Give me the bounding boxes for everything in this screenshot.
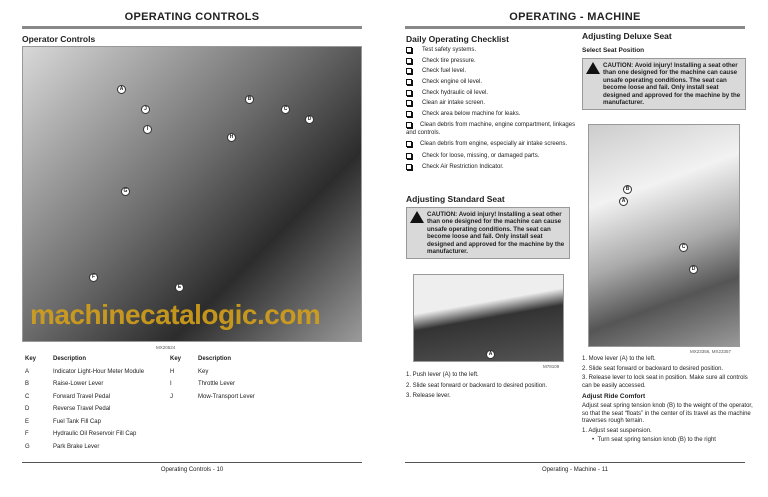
- photo-label: I: [143, 125, 152, 134]
- step: 1. Push lever (A) to the left.: [406, 372, 479, 378]
- checklist-item: [406, 56, 576, 67]
- ride-bullet: • Turn seat spring tension knob (B) to the right: [592, 437, 716, 443]
- title-rule: [22, 26, 362, 29]
- select-seat-position: Select Seat Position: [582, 47, 645, 54]
- key-header: Key: [25, 356, 37, 363]
- key-cell: C: [25, 393, 30, 400]
- checklist-text: Check area below machine for leaks.: [422, 110, 521, 117]
- standard-seat-steps: [406, 372, 576, 404]
- table-row: [170, 391, 330, 404]
- deluxe-seat-title: Adjusting Deluxe Seat: [582, 31, 672, 41]
- ride-bullet-text: Turn seat spring tension knob (B) to the right: [597, 437, 716, 443]
- checklist-text: Test safety systems.: [422, 47, 477, 54]
- caution-text: CAUTION: Avoid injury! Installing a seat other than one designed for the machine can cause unsafe operating conditions. The seat can become loose and fail. Only install seat designed and approved for the machine by the manufacturer.: [427, 211, 565, 256]
- photo-label: B: [245, 95, 254, 104]
- key-cell: J: [170, 393, 173, 400]
- table-row: [170, 366, 330, 379]
- checklist-text: Check for loose, missing, or damaged parts.: [422, 153, 540, 160]
- key-cell: B: [25, 381, 30, 388]
- section-title: Operator Controls: [22, 34, 96, 44]
- ride-step: 1. Adjust seat suspension.: [582, 427, 652, 434]
- photo-caption: MX23356, MX23357: [690, 349, 732, 354]
- checkbox-icon[interactable]: [406, 68, 412, 74]
- checkbox-icon[interactable]: [406, 164, 412, 170]
- watermark: machinecatalogic.com: [30, 299, 321, 330]
- table-row: [25, 366, 165, 379]
- right-footer: Operating - Machine - 11: [542, 467, 608, 473]
- checklist-item: [406, 87, 576, 98]
- checkbox-icon[interactable]: [406, 79, 412, 85]
- checkbox-icon[interactable]: [406, 111, 412, 117]
- photo-label: A: [619, 197, 628, 206]
- description-cell: Forward Travel Pedal: [53, 393, 111, 400]
- photo-label: C: [679, 243, 688, 252]
- key-cell: D: [25, 406, 30, 413]
- caution-text: CAUTION: Avoid injury! Installing a seat other than one designed for the machine can cause unsafe operating conditions. The seat can become loose and fail. Only install seat designed and approved for the machine by the manufacturer.: [603, 62, 741, 107]
- checklist-item: [406, 66, 576, 77]
- table-row: [25, 403, 165, 416]
- deluxe-seat-instructions: [582, 356, 758, 445]
- left-page-title: OPERATING CONTROLS: [124, 11, 260, 23]
- key-cell: F: [25, 431, 29, 438]
- description-cell: Mow-Transport Lever: [198, 393, 255, 400]
- title-rule: [405, 26, 745, 29]
- checkbox-icon[interactable]: [406, 58, 412, 64]
- warning-icon: [410, 211, 424, 223]
- step: 3. Release lever to lock seat in position. Make sure all controls can be easily accessed.: [582, 375, 748, 389]
- operator-controls-photo: [22, 46, 362, 342]
- checklist-text: Check tire pressure.: [422, 57, 476, 64]
- description-cell: Reverse Travel Pedal: [53, 406, 111, 413]
- checkbox-icon[interactable]: [406, 141, 412, 147]
- checkbox-icon[interactable]: [406, 122, 412, 128]
- right-page-title: OPERATING - MACHINE: [509, 11, 641, 23]
- left-footer: Operating Controls - 10: [160, 467, 224, 473]
- key-cell: G: [25, 443, 30, 450]
- checklist-text: Clean air intake screen.: [422, 100, 486, 107]
- standard-seat-title: Adjusting Standard Seat: [406, 194, 505, 204]
- deluxe-seat-photo: [588, 124, 740, 347]
- checklist-text: Clean debris from machine, engine compartment, linkages and controls.: [406, 122, 576, 137]
- table-row: [25, 428, 165, 441]
- checkbox-icon[interactable]: [406, 47, 412, 53]
- checklist-item: [406, 151, 576, 162]
- description-cell: Hydraulic Oil Reservoir Fill Cap: [53, 431, 137, 438]
- checklist-text: Check Air Restriction Indicator.: [422, 164, 504, 171]
- standard-seat-photo: [413, 274, 564, 362]
- key-table-col2: [170, 353, 330, 403]
- caution-box: [582, 58, 746, 110]
- checklist-text: Check fuel level.: [422, 68, 467, 75]
- checklist-item: [406, 121, 576, 137]
- checklist-text: Clean debris from engine, especially air intake screens.: [420, 141, 568, 148]
- photo-label: A: [486, 350, 495, 359]
- step: 3. Release lever.: [406, 393, 451, 399]
- checklist-item: [406, 98, 576, 109]
- checklist-item: [406, 109, 576, 120]
- footer-rule: [22, 462, 362, 463]
- checklist-text: Check engine oil level.: [422, 79, 483, 86]
- description-cell: Raise-Lower Lever: [53, 381, 104, 388]
- key-header: Key: [170, 356, 182, 363]
- checklist-title: Daily Operating Checklist: [406, 34, 509, 44]
- description-cell: Throttle Lever: [198, 381, 236, 388]
- table-row: [25, 441, 165, 454]
- key-cell: H: [170, 368, 175, 375]
- description-cell: Indicator Light-Hour Meter Module: [53, 368, 145, 375]
- description-cell: Park Brake Lever: [53, 443, 100, 450]
- table-row: [170, 378, 330, 391]
- photo-label: G: [121, 187, 130, 196]
- photo-label: E: [175, 283, 184, 292]
- checklist-item: [406, 45, 576, 56]
- checkbox-icon[interactable]: [406, 100, 412, 106]
- photo-label: B: [623, 185, 632, 194]
- photo-label: H: [227, 133, 236, 142]
- checklist-item: [406, 140, 576, 148]
- table-row: [25, 391, 165, 404]
- ride-comfort-title: Adjust Ride Comfort: [582, 393, 646, 400]
- footer-rule: [405, 462, 745, 463]
- description-header: Description: [198, 356, 232, 363]
- description-cell: Fuel Tank Fill Cap: [53, 418, 101, 425]
- step: 2. Slide seat forward or backward to desired position.: [582, 365, 724, 372]
- photo-label: D: [689, 265, 698, 274]
- photo-label: D: [305, 115, 314, 124]
- daily-checklist: [406, 45, 576, 172]
- step: 2. Slide seat forward or backward to desired position.: [406, 382, 548, 389]
- photo-label: F: [89, 273, 98, 282]
- photo-caption: M78109: [543, 364, 560, 369]
- photo-label: A: [117, 85, 126, 94]
- table-row: [25, 378, 165, 391]
- checklist-item: [406, 77, 576, 88]
- checklist-item: [406, 162, 576, 173]
- photo-caption: MX20524: [156, 345, 176, 350]
- description-header: Description: [53, 356, 87, 363]
- warning-icon: [586, 62, 600, 74]
- checklist-text: Check hydraulic oil level.: [422, 89, 489, 96]
- key-table-col1: [25, 353, 165, 453]
- ride-comfort-text: Adjust seat spring tension knob (B) to the weight of the operator, so that the seat “floats” in the center of its travel as the machine traverses rough terrain.: [582, 403, 753, 424]
- key-cell: E: [25, 418, 30, 425]
- photo-label: C: [281, 105, 290, 114]
- key-cell: A: [25, 368, 30, 375]
- description-cell: Key: [198, 368, 209, 375]
- table-row: [25, 416, 165, 429]
- key-cell: I: [170, 381, 172, 388]
- step: 1. Move lever (A) to the left.: [582, 356, 656, 362]
- caution-box: [406, 207, 570, 259]
- photo-label: J: [141, 105, 150, 114]
- checkbox-icon[interactable]: [406, 90, 412, 96]
- checkbox-icon[interactable]: [406, 153, 412, 159]
